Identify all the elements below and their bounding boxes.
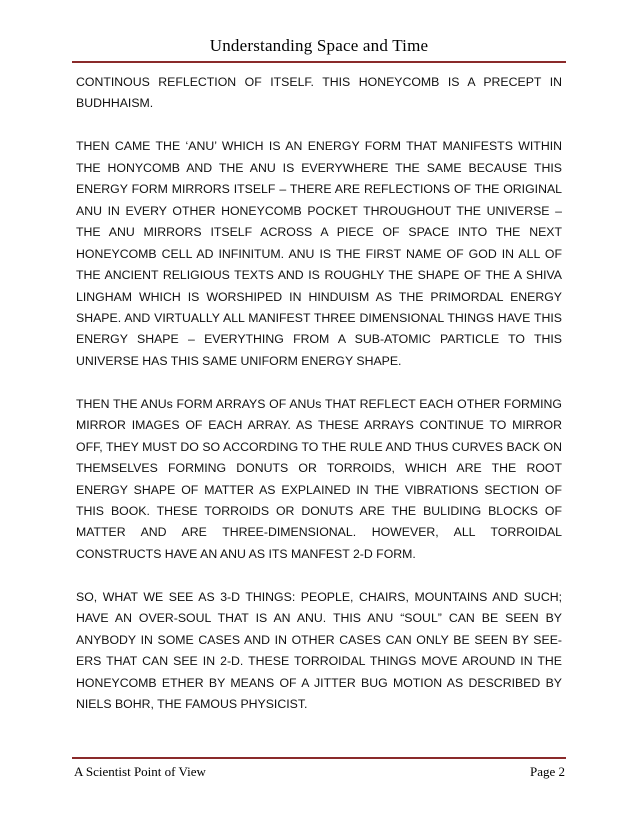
paragraph-2: THEN CAME THE ‘ANU’ WHICH IS AN ENERGY FORM THAT MANIFESTS WITHIN THE HONYCOMB AND THE ANU IS EVERYWHERE THE SAME BECAUSE THIS ENERGY FORM MIRRORS ITSELF – THERE ARE REFLECTIONS OF THE ORIGINAL ANU IN EVERY OTHER HONEYCOMB POCKET THROUGHOUT THE UNIVERSE – THE ANU MIRRORS ITSELF ACROSS A PIECE OF SPACE INTO THE NEXT HONEYCOMB CELL AD INFINITUM. ANU IS THE FIRST NAME OF GOD IN ALL OF THE ANCIENT RELIGIOUS TEXTS AND IS ROUGHLY THE SHAPE OF THE A SHIVA LINGHAM WHICH IS WORSHIPED IN HINDUISM AS THE PRIMORDAL ENERGY SHAPE. AND VIRTUALLY ALL MANIFEST THREE DIMENSIONAL THINGS HAVE THIS ENERGY SHAPE – EVERYTHING FROM A SUB-ATOMIC PARTICLE TO THIS UNIVERSE HAS THIS SAME UNIFORM ENERGY SHAPE.	[76, 139, 562, 368]
paragraph-3: THEN THE ANUs FORM ARRAYS OF ANUs THAT REFLECT EACH OTHER FORMING MIRROR IMAGES OF EACH ARRAY. AS THESE ARRAYS CONTINUE TO MIRROR OFF, THEY MUST DO SO ACCORDING TO THE RULE AND THUS CURVES BACK ON THEMSELVES FORMING DONUTS OR TORROIDS, WHICH ARE THE ROOT ENERGY SHAPE OF MATTER AS EXPLAINED IN THE VIBRATIONS SECTION OF THIS BOOK. THESE TORROIDS OR DONUTS ARE THE BULIDING BLOCKS OF MATTER AND ARE THREE-DIMENSIONAL. HOWEVER, ALL TORROIDAL CONSTRUCTS HAVE AN ANU AS ITS MANFEST 2-D FORM.	[76, 396, 562, 561]
footer-rule	[72, 757, 566, 759]
body-text	[76, 72, 562, 737]
page-number: Page 2	[529, 764, 565, 779]
page-header-title: Understanding Space and Time	[209, 36, 429, 55]
header-rule	[72, 61, 566, 63]
paragraph-4: SO, WHAT WE SEE AS 3-D THINGS: PEOPLE, CHAIRS, MOUNTAINS AND SUCH; HAVE AN OVER-SOUL THAT IS AN ANU. THIS ANU “SOUL” CAN BE SEEN BY ANYBODY IN SOME CASES AND IN OTHER CASES CAN ONLY BE SEEN BY SEE-ERS THAT CAN SEE IN 2-D. THESE TORROIDAL THINGS MOVE AROUND IN THE HONEYCOMB ETHER BY MEANS OF A JITTER BUG MOTION AS DESCRIBED BY NIELS BOHR, THE FAMOUS PHYSICIST.	[76, 589, 562, 712]
paragraph-1: CONTINOUS REFLECTION OF ITSELF. THIS HONEYCOMB IS A PRECEPT IN BUDHHAISM.	[76, 75, 562, 111]
footer-book-title: A Scientist Point of View	[74, 764, 206, 779]
